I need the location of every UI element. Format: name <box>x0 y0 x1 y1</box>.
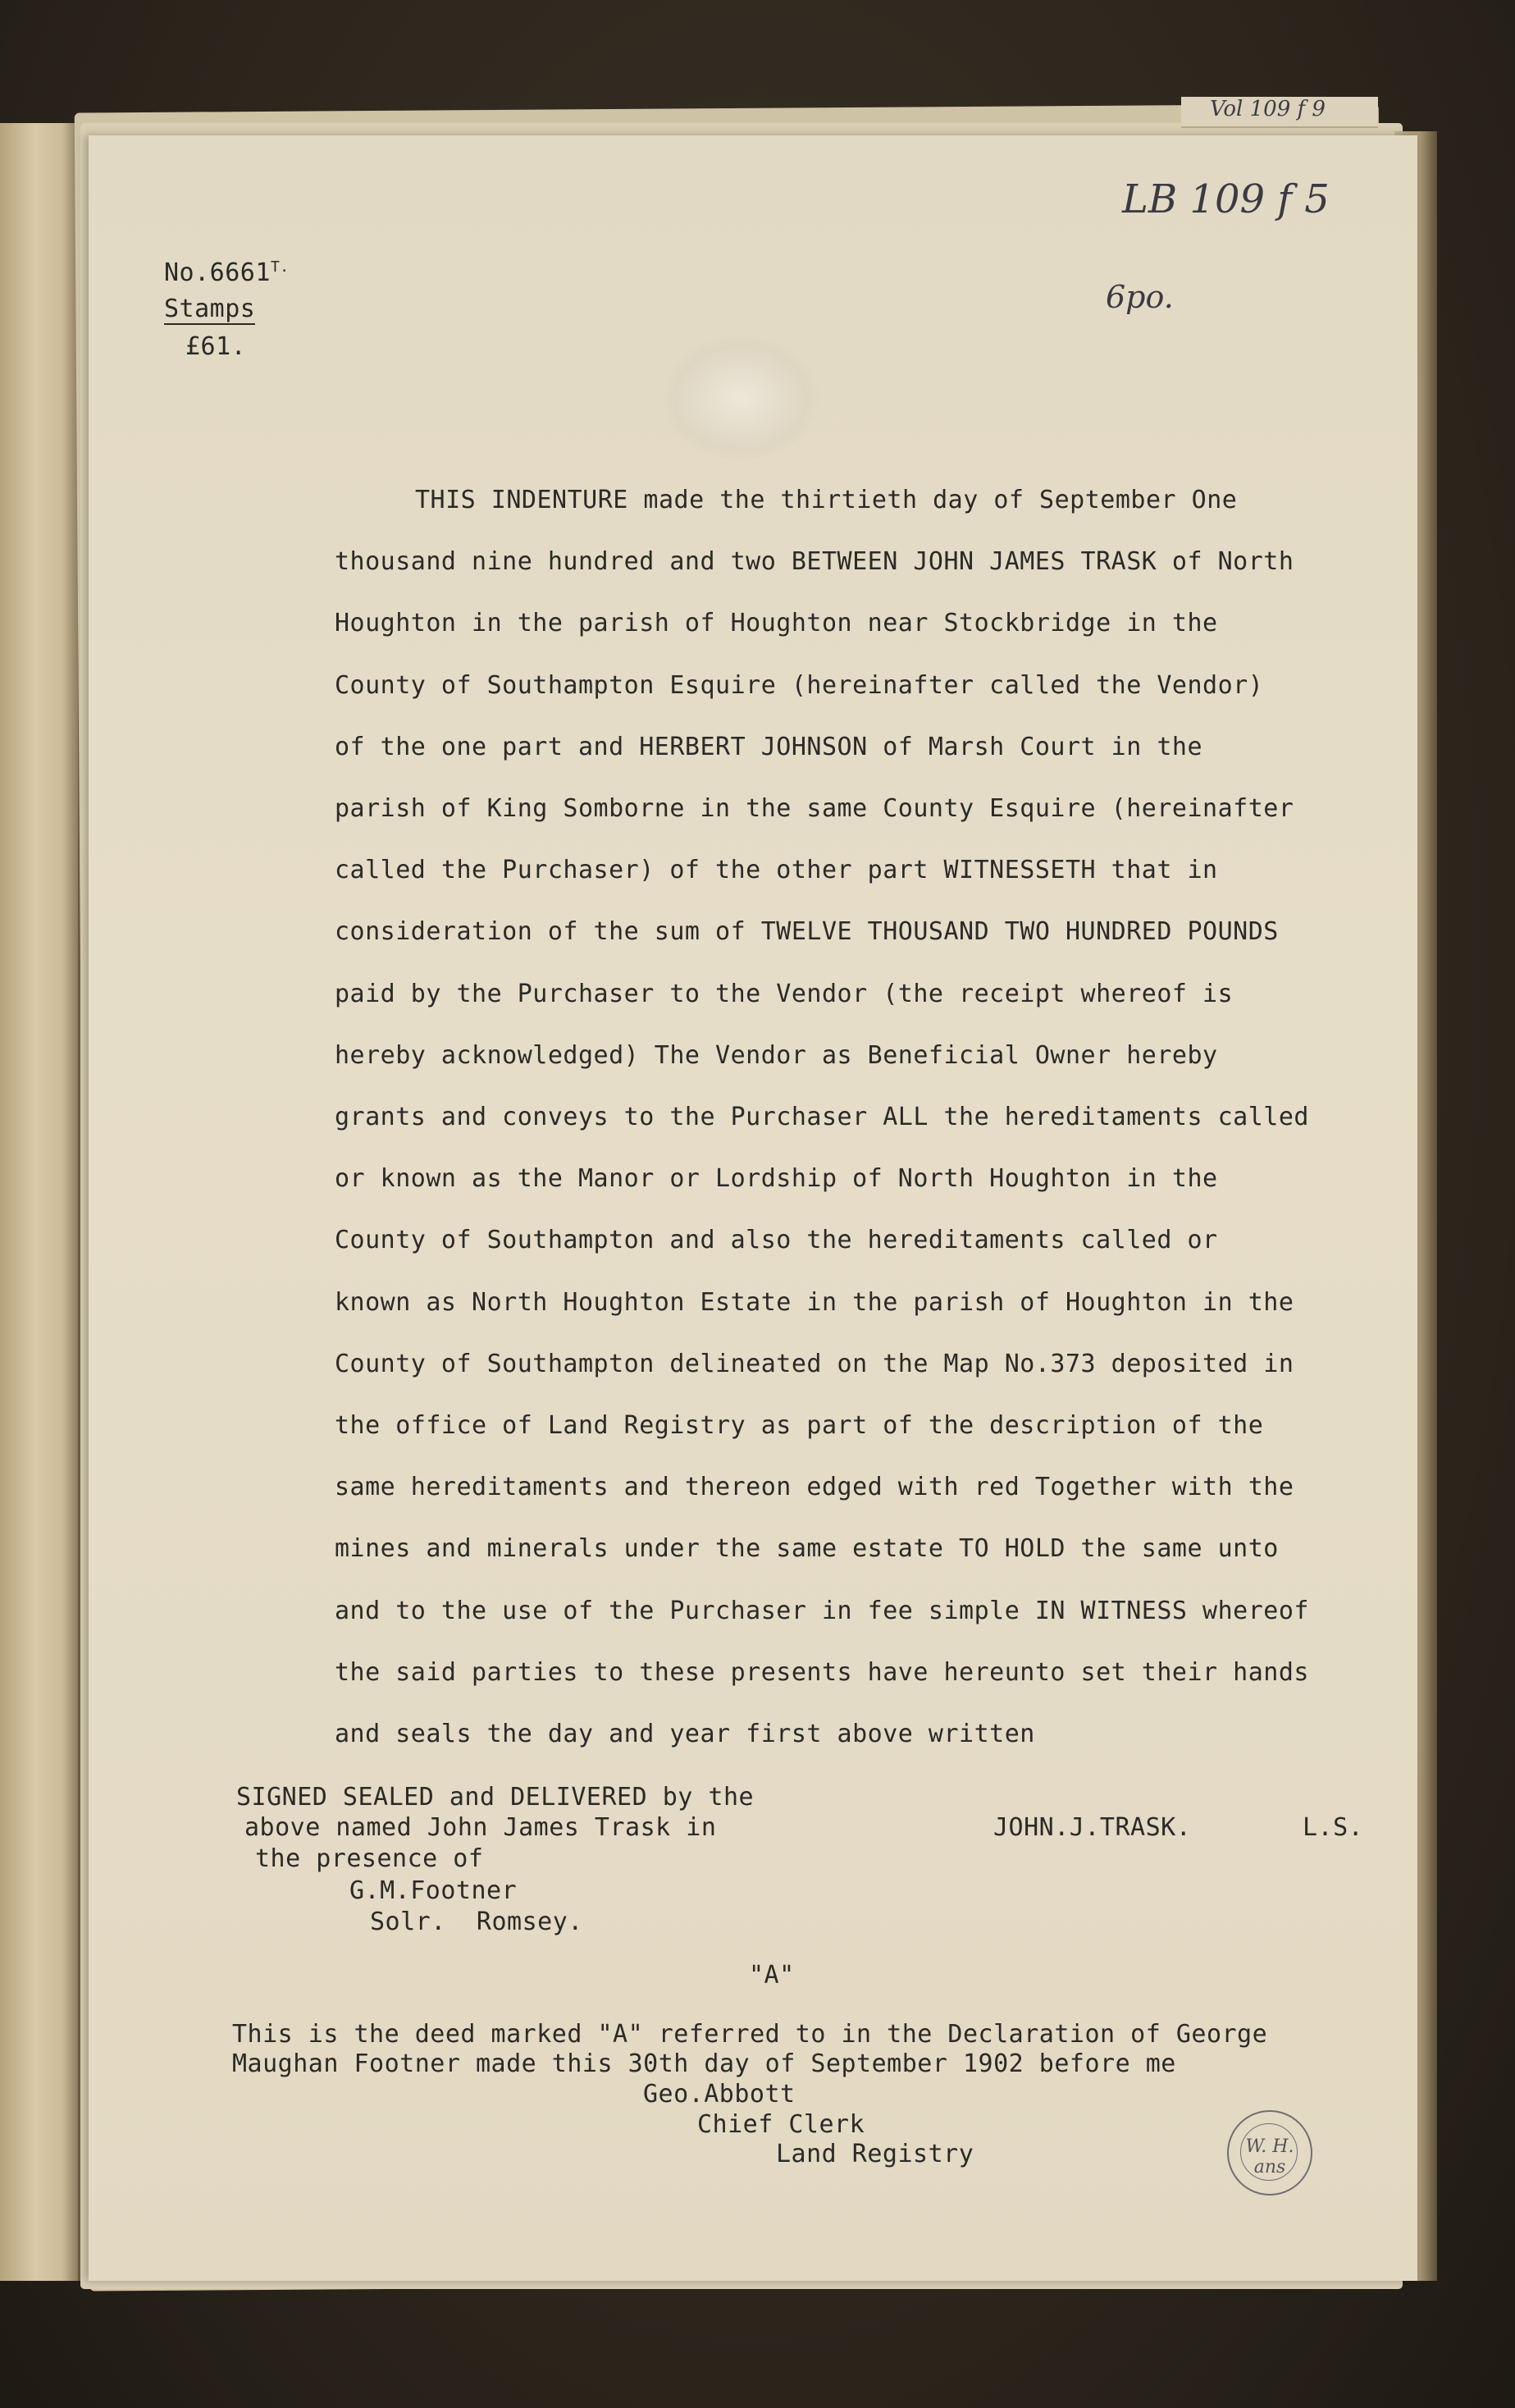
declaration-office: Land Registry <box>776 2140 974 2168</box>
deed-body-line: and to the use of the Purchaser in fee simple IN WITNESS whereof <box>335 1597 1309 1625</box>
declaration-line-2: Maughan Footner made this 30th day of September 1902 before me <box>232 2049 1176 2078</box>
deed-body-line: parish of King Somborne in the same County Esquire (hereinafter <box>335 794 1294 823</box>
execution-line-2: above named John James Trask in <box>244 1813 717 1842</box>
deed-body-line: Houghton in the parish of Houghton near Stockbridge in the <box>335 609 1218 637</box>
deed-body-line: THIS INDENTURE made the thirtieth day of September One <box>415 486 1238 514</box>
handwritten-reference: LB 109 f 5 <box>1122 176 1330 222</box>
deed-body-line: called the Purchaser) of the other part WITNESSETH that in <box>335 856 1218 884</box>
deed-body-line: hereby acknowledged) The Vendor as Beneficial Owner hereby <box>335 1041 1218 1070</box>
deed-body-line: thousand nine hundred and two BETWEEN JOHN JAMES TRASK of North <box>335 547 1294 576</box>
deed-body-line: same hereditaments and thereon edged with red Together with the <box>335 1473 1294 1501</box>
deed-body-line: the said parties to these presents have hereunto set their hands <box>335 1658 1309 1687</box>
deed-body-line: County of Southampton Esquire (hereinafter called the Vendor) <box>335 671 1264 700</box>
execution-line-3: the presence of <box>255 1844 484 1873</box>
deed-body-line: known as North Houghton Estate in the parish of Houghton in the <box>335 1288 1294 1317</box>
seal-mark: L.S. <box>1303 1813 1364 1842</box>
deed-body-line: consideration of the sum of TWELVE THOUSAND TWO HUNDRED POUNDS <box>335 917 1279 946</box>
deed-page <box>89 135 1417 2281</box>
stamps-value: £61. <box>185 332 247 361</box>
handwritten-note: 6po. <box>1106 279 1174 315</box>
book-binding-left-page <box>0 123 80 2281</box>
deed-body-line: County of Southampton and also the hereditaments called or <box>335 1226 1218 1254</box>
deed-body-line: grants and conveys to the Purchaser ALL the hereditaments called <box>335 1103 1309 1131</box>
embossed-seal <box>663 336 819 459</box>
deed-body-line: the office of Land Registry as part of the description of the <box>335 1411 1264 1440</box>
deed-number: $No.6661^{T.}$ <box>164 258 290 287</box>
registry-seal-stamp <box>1227 2110 1312 2196</box>
execution-line-1: SIGNED SEALED and DELIVERED by the <box>236 1783 755 1812</box>
seal-signature: W. H. ans <box>1245 2136 1294 2177</box>
deed-body-line: or known as the Manor or Lordship of North Houghton in the <box>335 1164 1218 1193</box>
top-reference-note: Vol 109 f 9 <box>1210 97 1326 121</box>
deed-body-line: mines and minerals under the same estate TO HOLD the same unto <box>335 1534 1279 1563</box>
declaration-title: Chief Clerk <box>697 2110 865 2139</box>
witness-address: Solr. Romsey. <box>370 1908 583 1936</box>
declaration-signatory: Geo.Abbott <box>643 2080 796 2109</box>
witness-name: G.M.Footner <box>349 1876 518 1905</box>
declaration-line-1: This is the deed marked "A" referred to in the Declaration of George <box>232 2020 1268 2049</box>
vendor-signature: JOHN.J.TRASK. <box>993 1813 1192 1842</box>
deed-body-line: paid by the Purchaser to the Vendor (the receipt whereof is <box>335 980 1234 1008</box>
deed-body-line: and seals the day and year first above written <box>335 1720 1035 1748</box>
deed-body-line: of the one part and HERBERT JOHNSON of Marsh Court in the <box>335 733 1203 761</box>
deed-body-line: County of Southampton delineated on the Map No.373 deposited in <box>335 1350 1294 1378</box>
exhibit-mark: "A" <box>749 1961 795 1990</box>
stamps-label: Stamps <box>164 295 256 323</box>
